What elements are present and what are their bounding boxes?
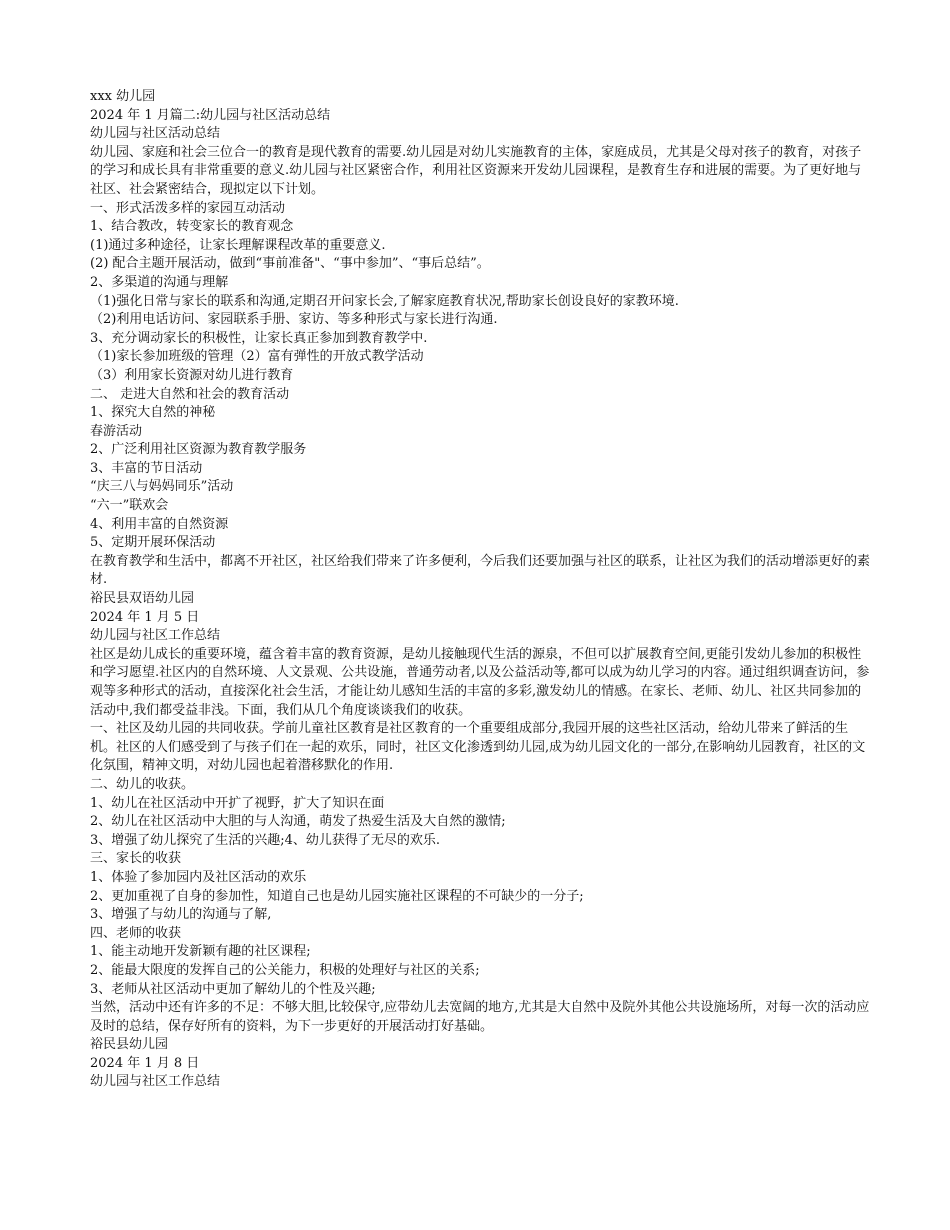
list-item: 5、定期开展环保活动 xyxy=(90,535,216,551)
list-item: （1)家长参加班级的管理（2）富有弹性的开放式教学活动 xyxy=(90,349,424,365)
list-item: 2、多渠道的沟通与理解 xyxy=(90,274,229,290)
body-paragraph: 社区是幼儿成长的重要环境，蕴含着丰富的教育资源，是幼儿接触现代生活的源泉，不但可以扩展教育空间,更能引发幼儿参加的积极性和学习愿望.社区内的自然环境、人文景观、公共设施，普通劳动者,以及公益活动等,都可以成为幼儿学习的内容。通过组织调查访问，参观等多种形式的活动，直接深化社会生活，才能让幼儿感知生活的丰富的多彩,激发幼儿的情感。在家长、老师、幼儿、社区共同参加的活动中,我们都受益非浅。下面，我们从几个角度谈谈我们的收获。 xyxy=(90,646,870,718)
heading-children: 二、幼儿的收获。 xyxy=(90,776,195,792)
list-item: （3）利用家长资源对幼儿进行教育 xyxy=(90,367,294,383)
list-item: 1、能主动地开发新颖有趣的社区课程; xyxy=(90,944,311,960)
list-item: 1、结合教改，转变家长的教育观念 xyxy=(90,219,294,235)
date-heading: 2024 年 1 月篇二:幼儿园与社区活动总结 xyxy=(90,107,331,123)
section-title: 幼儿园与社区工作总结 xyxy=(90,628,221,644)
list-item: 1、体验了参加园内及社区活动的欢乐 xyxy=(90,869,307,885)
list-item: 3、充分调动家长的积极性，让家长真正参加到教育教学中. xyxy=(90,330,428,346)
list-item: 2、幼儿在社区活动中大胆的与人沟通，萌发了热爱生活及大自然的激情; xyxy=(90,814,506,830)
list-item: 春游活动 xyxy=(90,423,143,439)
list-item: “庆三八与妈妈同乐”活动 xyxy=(90,479,234,495)
signature-date: 2024 年 1 月 8 日 xyxy=(90,1055,200,1071)
heading-teachers: 四、老师的收获 xyxy=(90,925,182,941)
list-item: 2、更加重视了自身的参加性，知道自己也是幼儿园实施社区课程的不可缺少的一分子; xyxy=(90,888,584,904)
list-item: 2、能最大限度的发挥自己的公关能力，积极的处理好与社区的关系; xyxy=(90,962,480,978)
list-item: 4、利用丰富的自然资源 xyxy=(90,516,229,532)
org-name: xxx 幼儿园 xyxy=(90,89,156,104)
conclusion-paragraph: 在教育教学和生活中，都离不开社区，社区给我们带来了许多便利，今后我们还要加强与社区的联系，让社区为我们的活动增添更好的素材. xyxy=(90,553,871,588)
heading-1: 一、形式活泼多样的家园互动活动 xyxy=(90,200,286,216)
list-item: “六一”联欢会 xyxy=(90,498,169,514)
section-title: 幼儿园与社区工作总结 xyxy=(90,1074,221,1090)
signature-org: 裕民县双语幼儿园 xyxy=(90,591,195,607)
list-item: 1、探究大自然的神秘 xyxy=(90,405,216,421)
closing-paragraph: 当然，活动中还有许多的不足：不够大胆,比较保守,应带幼儿去宽阔的地方,尤其是大自然中及院外其他公共设施场所，对每一次的活动应及时的总结，保存好所有的资料，为下一步更好的开展活动打好基础。 xyxy=(90,1000,870,1034)
list-item: 3、老师从社区活动中更加了解幼儿的个性及兴趣; xyxy=(90,981,376,997)
body-paragraph: 一、社区及幼儿园的共同收获。学前儿童社区教育是社区教育的一个重要组成部分,我园开展的这些社区活动，给幼儿带来了鲜活的生机。社区的人们感受到了与孩子们在一起的欢乐，同时，社区文化渗透到幼儿园,成为幼儿园文化的一部分,在影响幼儿园教育，社区的文化氛围，精神文明，对幼儿园也起着潜移默化的作用. xyxy=(90,721,866,774)
list-item: 3、丰富的节日活动 xyxy=(90,460,203,476)
signature-org: 裕民县幼儿园 xyxy=(90,1037,169,1053)
section-title: 幼儿园与社区活动总结 xyxy=(90,126,221,142)
list-item: 2、广泛利用社区资源为教育教学服务 xyxy=(90,442,307,458)
list-item: （1)强化日常与家长的联系和沟通,定期召开问家长会,了解家庭教育状况,帮助家长创设良好的家教环境. xyxy=(90,293,679,309)
heading-2: 二、 走进大自然和社会的教育活动 xyxy=(90,386,290,402)
list-item: 3、增强了幼儿探究了生活的兴趣;4、幼儿获得了无尽的欢乐. xyxy=(90,832,441,848)
list-item: (1)通过多种途径，让家长理解课程改革的重要意义. xyxy=(90,237,386,253)
list-item: （2)利用电话访问、家园联系手册、家访、等多种形式与家长进行沟通. xyxy=(90,312,498,328)
list-item: 3、增强了与幼儿的沟通与了解, xyxy=(90,907,272,923)
intro-paragraph: 幼儿园、家庭和社会三位合一的教育是现代教育的需要.幼儿园是对幼儿实施教育的主体，家庭成员，尤其是父母对孩子的教育，对孩子的学习和成长具有非常重要的意义.幼儿园与社区紧密合作，利用社区资源来开发幼儿园课程，是教育生存和进展的需要。为了更好地与社区、社会紧密结合，现拟定以下计划。 xyxy=(90,144,862,197)
document-page xyxy=(90,88,870,1092)
list-item: (2) 配合主题开展活动，做到“事前准备"、“事中参加”、“事后总结”。 xyxy=(90,256,490,272)
list-item: 1、幼儿在社区活动中开扩了视野，扩大了知识在面 xyxy=(90,795,385,811)
heading-parents: 三、家长的收获 xyxy=(90,851,182,867)
signature-date: 2024 年 1 月 5 日 xyxy=(90,609,200,625)
